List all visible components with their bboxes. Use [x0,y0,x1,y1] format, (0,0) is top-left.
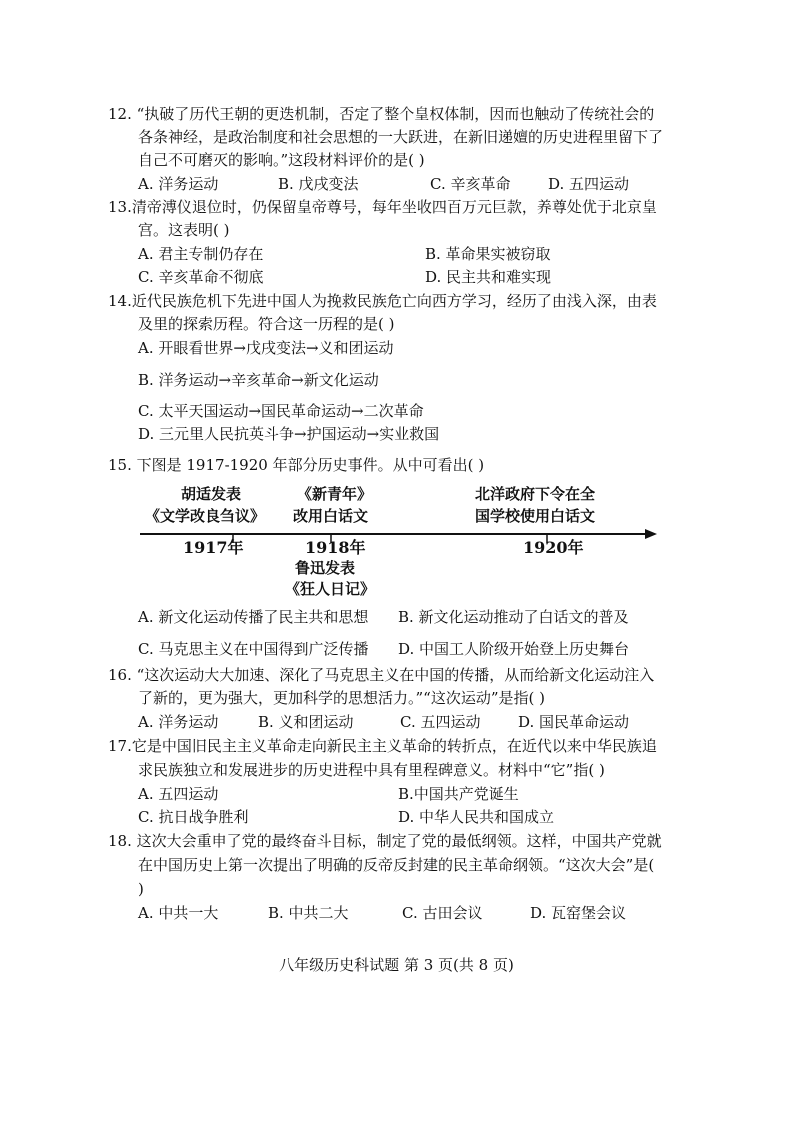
q14-stem-line1: 14.近代民族危机下先进中国人为挽救民族危亡向西方学习，经历了由浅入深，由表 [108,292,657,310]
timeline-event-3-line1: 北洋政府下令在全 [475,485,596,503]
q16-option-d: D. 国民革命运动 [518,713,630,731]
q16-option-a: A. 洋务运动 [138,713,219,731]
q13-stem-line1: 13.清帝溥仪退位时，仍保留皇帝尊号，每年坐收四百万元巨款，养尊处优于北京皇 [108,198,657,216]
q12-option-d: D. 五四运动 [548,175,630,193]
q14-option-d: D. 三元里人民抗英斗争→护国运动→实业救国 [138,425,440,443]
timeline-event-4-line2: 《狂人日记》 [285,580,376,598]
q15-option-a: A. 新文化运动传播了民主共和思想 [138,608,369,626]
q18-option-d: D. 瓦窑堡会议 [530,904,627,922]
q12-stem-line1: 12. “执破了历代王朝的更迭机制，否定了整个皇权体制，因而也触动了传统社会的 [108,105,655,123]
q16-option-c: C. 五四运动 [400,713,481,731]
q17-option-b: B.中国共产党诞生 [398,785,519,803]
timeline-event-4-line1: 鲁迅发表 [295,559,356,577]
q17-option-c: C. 抗日战争胜利 [138,808,249,826]
q16-stem-line1: 16. “这次运动大大加速、深化了马克思主义在中国的传播，从而给新文化运动注入 [108,666,655,684]
timeline-event-2-line1: 《新青年》 [297,485,373,503]
q14-option-a: A. 开眼看世界→戊戌变法→义和团运动 [138,339,394,357]
q15-stem-line1: 15. 下图是 1917-1920 年部分历史事件。从中可看出( ) [108,456,485,474]
q13-option-c: C. 辛亥革命不彻底 [138,268,264,286]
timeline-arrow-head [645,529,657,539]
q16-stem-line2: 了新的，更为强大，更加科学的思想活力。”“这次运动”是指( ) [138,689,545,707]
q12-option-a: A. 洋务运动 [138,175,219,193]
q18-option-b: B. 中共二大 [268,904,349,922]
q13-option-b: B. 革命果实被窃取 [425,245,551,263]
q12-option-c: C. 辛亥革命 [430,175,511,193]
q15-option-c: C. 马克思主义在中国得到广泛传播 [138,640,369,658]
timeline-year-1917: 1917年 [183,538,244,557]
q12-stem-line2: 各条神经，是政治制度和社会思想的一大跃进，在新旧递嬗的历史进程里留下了 [138,128,664,146]
q14-option-c: C. 太平天国运动→国民革命运动→二次革命 [138,402,424,420]
q13-option-a: A. 君主专制仍存在 [138,245,264,263]
q17-option-a: A. 五四运动 [138,785,219,803]
q14-stem-line2: 及里的探索历程。符合这一历程的是( ) [138,315,395,333]
q15-option-d: D. 中国工人阶级开始登上历史舞台 [398,640,630,658]
timeline-event-3-line2: 国学校使用白话文 [475,507,596,525]
timeline-event-1-line1: 胡适发表 [181,485,242,503]
q17-stem-line2: 求民族独立和发展进步的历史进程中具有里程碑意义。材料中“它”指( ) [138,761,605,779]
timeline-event-1-line2: 《文学改良刍议》 [145,507,266,525]
q17-stem-line1: 17.它是中国旧民主主义革命走向新民主主义革命的转折点，在近代以来中华民族追 [108,737,657,755]
q18-option-a: A. 中共一大 [138,904,219,922]
q13-stem-line2: 宫。这表明( ) [138,221,230,239]
q13-option-d: D. 民主共和难实现 [425,268,552,286]
q15-option-b: B. 新文化运动推动了白话文的普及 [398,608,629,626]
timeline-event-2-line2: 改用白话文 [293,507,369,525]
q15-timeline-figure [135,478,665,603]
q14-option-b: B. 洋务运动→辛亥革命→新文化运动 [138,371,379,389]
q17-option-d: D. 中华人民共和国成立 [398,808,555,826]
q16-option-b: B. 义和团运动 [258,713,354,731]
timeline-year-1920: 1920年 [523,538,584,557]
q18-stem-line2: 在中国历史上第一次提出了明确的反帝反封建的民主革命纲领。“这次大会”是( [138,856,655,874]
q18-stem-line3: ) [138,880,144,898]
page-footer: 八年级历史科试题 第 3 页(共 8 页) [279,956,514,974]
q12-option-b: B. 戊戌变法 [278,175,359,193]
q12-stem-line3: 自己不可磨灭的影响。”这段材料评价的是( ) [138,151,425,169]
timeline-year-1918: 1918年 [305,538,366,557]
q18-stem-line1: 18. 这次大会重申了党的最终奋斗目标，制定了党的最低纲领。这样，中国共产党就 [108,832,662,850]
q18-option-c: C. 古田会议 [402,904,483,922]
